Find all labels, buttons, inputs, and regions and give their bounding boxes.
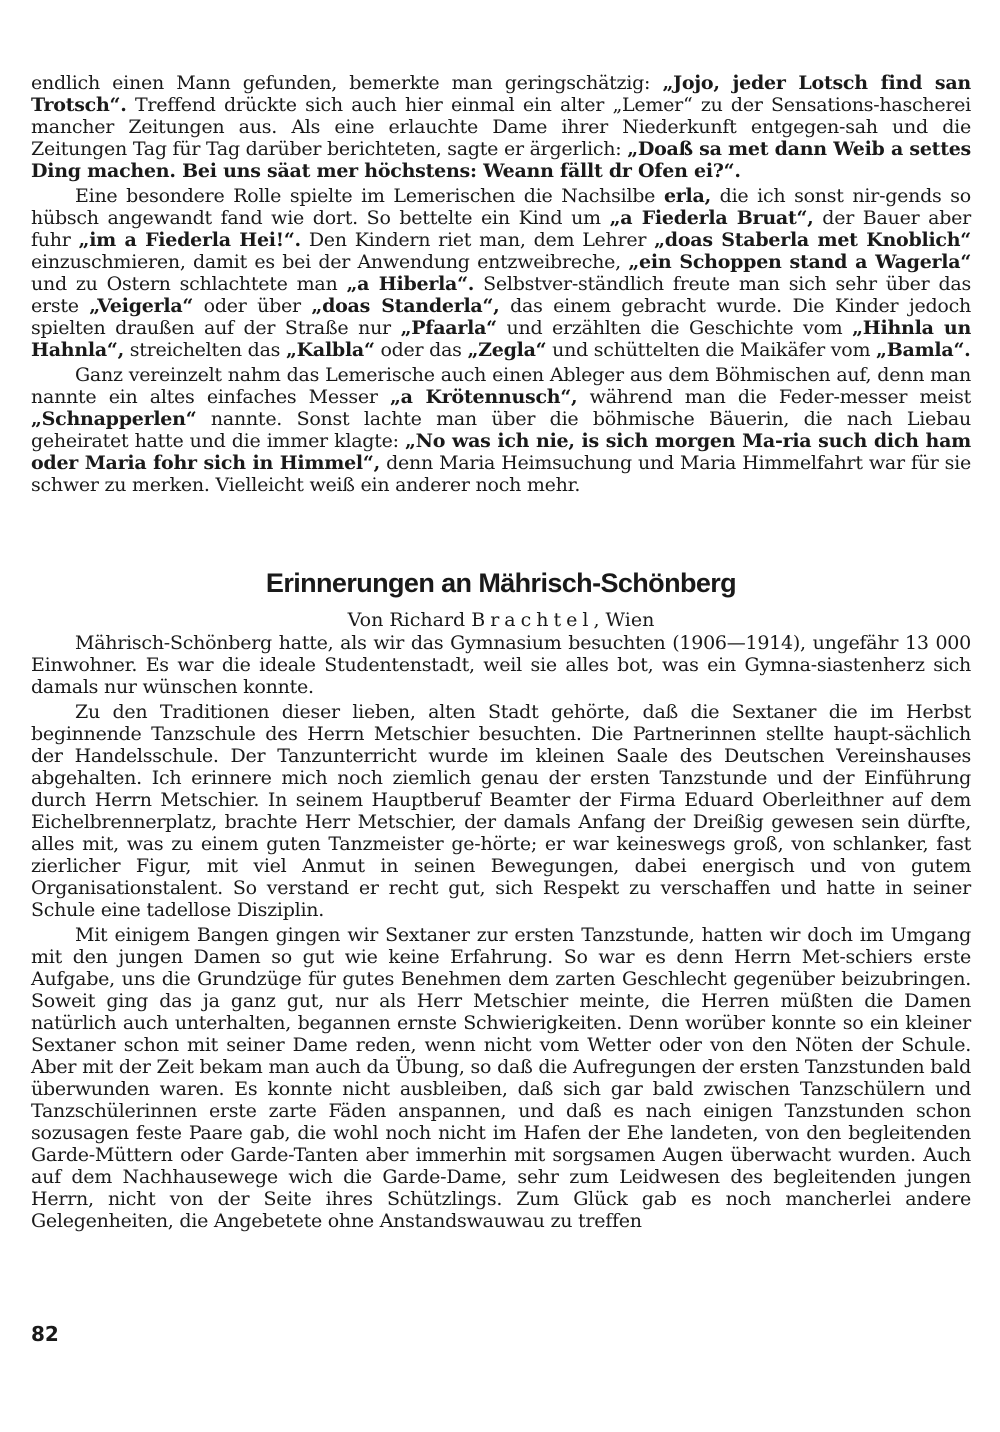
dialect-quote: „doas Standerla“, bbox=[311, 295, 500, 317]
dialect-quote: „Veigerla“ bbox=[89, 295, 194, 317]
text-run: der Bauer aber fuhr bbox=[31, 207, 971, 251]
page-number: 82 bbox=[31, 1322, 59, 1346]
article-title: Erinnerungen an Mährisch-Schönberg bbox=[265, 568, 737, 598]
dialect-quote: „No was ich nie, is sich morgen Ma-ria such dich ham oder Maria fohr sich in Himmel“, bbox=[31, 430, 972, 474]
article-paragraph: Mährisch-Schönberg hatte, als wir das Gymnasium besuchten (1906—1914), ungefähr 13 000 Einwohner. Es war die ideale Studentenstadt, weil sie alles bot, was ein Gymna-siastenherz sich damals nur wünschen konnte. bbox=[31, 632, 971, 698]
page-body bbox=[31, 72, 971, 1232]
dialect-quote: „a Fiederla Bruat“, bbox=[609, 207, 814, 229]
dialect-quote: „a Hiberla“. bbox=[346, 273, 475, 295]
article-paragraph: Zu den Traditionen dieser lieben, alten Stadt gehörte, daß die Sextaner die im Herbst beginnende Tanzschule des Herrn Metschier besuchten. Die Partnerinnen stellte haupt-sächlich der Handelsschule. Der Tanzunterricht wurde im kleinen Saale des Deutschen Vereinshauses abgehalten. Ich erinnere mich noch ziemlich genau der ersten Tanzstunde und der Einführung durch Herrn Metschier. In seinem Hauptberuf Beamter der Firma Eduard Oberleithner auf dem Eichelbrennerplatz, brachte Herr Metschier, der damals Anfang der Dreißig gewesen sein dürfte, alles mit, was zu einem guten Tanzmeister ge-hörte; er war keineswegs groß, von schlanker, fast zierlicher Figur, mit viel Anmut in seinen Bewegungen, dabei energisch und von gutem Organisationstalent. So verstand er recht gut, sich Respekt zu verschaffen und hatte in seiner Schule eine tadellose Disziplin. bbox=[31, 701, 971, 921]
dialect-quote: „Pfaarla“ bbox=[400, 317, 497, 339]
text-run: endlich einen Mann gefunden, bemerkte man geringschätzig: bbox=[31, 72, 663, 94]
text-run: und schüttelten die Maikäfer vom bbox=[546, 339, 877, 361]
continued-paragraph-2 bbox=[31, 185, 971, 361]
dialect-quote: „Bamla“. bbox=[876, 339, 971, 361]
text-run: oder über bbox=[193, 295, 312, 317]
article-paragraph: Mit einigem Bangen gingen wir Sextaner zur ersten Tanzstunde, hatten wir doch im Umgang mit den jungen Damen so gut wie keine Erfahrung. So war es denn Herrn Met-schiers erste Aufgabe, uns die Grundzüge für gutes Benehmen dem zarten Geschlecht gegenüber beizubringen. Soweit ging das ja ganz gut, nur als Herr Metschier meinte, die Herren müßten die Damen natürlich auch unterhalten, begannen ernste Schwierigkeiten. Denn worüber konnte so ein kleiner Sextaner schon mit seiner Dame reden, wenn nicht vom Wetter oder von den Nöten der Schule. Aber mit der Zeit bekam man auch da Übung, so daß die Aufregungen der ersten Tanzstunden bald überwunden waren. Es konnte nicht ausbleiben, daß sich gar bald zwischen Tanzschülern und Tanzschülerinnen erste zarte Fäden anspannen, und daß es nach einigen Tanzstunden schon sozusagen feste Paare gab, die wohl noch nicht im Hafen der Ehe landeten, von den begleitenden Garde-Müttern oder Garde-Tanten aber immerhin mit sorgsamen Augen überwacht wurden. Auch auf dem Nachhausewege wich die Garde-Dame, sehr zum Leidwesen des begleitenden jungen Herrn, nicht von der Seite ihres Schützlings. Zum Glück gab es noch mancherlei andere Gelegenheiten, die Angebetete ohne Anstandswauwau zu treffen bbox=[31, 924, 971, 1232]
dialect-quote: „Jojo, jeder Lotsch find san Trotsch“. bbox=[31, 72, 971, 116]
text-run: die ich sonst nir-gends so hübsch angewandt fand wie dort. So bettelte ein Kind um bbox=[31, 185, 971, 229]
text-run: nannte. Sonst lachte man über die böhmische Bäuerin, die nach Liebau geheiratet hatte und die immer klagte: bbox=[31, 408, 971, 452]
dialect-quote: „Schnapperlen“ bbox=[31, 408, 197, 430]
text-run: denn Maria Heimsuchung und Maria Himmelfahrt war für sie schwer zu merken. Vielleicht weiß ein anderer noch mehr. bbox=[31, 452, 971, 496]
text-run: Treffend drückte sich auch hier einmal ein alter „Lemer“ zu der Sensations-hascherei mancher Zeitungen aus. Als eine erlauchte Dame ihrer Niederkunft entgegen-sah und die Zeitungen Tag für Tag darüber berichteten, sagte er ärgerlich: bbox=[31, 94, 971, 160]
text-run: und erzählten die Geschichte vom bbox=[496, 317, 853, 339]
text-run: oder das bbox=[374, 339, 468, 361]
dialect-quote: „Hihnla un Hahnla“, bbox=[31, 317, 972, 361]
dialect-quote: „ein Schoppen stand a Wagerla“ bbox=[628, 251, 971, 273]
dialect-quote: „im a Fiederla Hei!“. bbox=[78, 229, 301, 251]
text-run: und zu Ostern schlachtete man bbox=[31, 273, 347, 295]
author-surname: Brachtel bbox=[471, 609, 594, 631]
text-run: streichelten das bbox=[123, 339, 286, 361]
article-byline bbox=[31, 608, 971, 632]
text-run: Selbstver-ständlich freute man sich sehr über das erste bbox=[31, 273, 971, 317]
article-header bbox=[31, 566, 971, 632]
dialect-quote: „a Krötennusch“, bbox=[389, 386, 578, 408]
dialect-quote: „Doaß sa met dann Weib a settes Ding machen. Bei uns säat mer höchstens: Weann fällt dr Ofen ei?“. bbox=[31, 138, 971, 182]
byline-location: , Wien bbox=[593, 609, 655, 631]
text-run: Eine besondere Rolle spielte im Lemerischen die Nachsilbe bbox=[75, 185, 664, 207]
dialect-quote: „doas Staberla met Knoblich“ bbox=[654, 229, 971, 251]
dialect-quote: „Kalbla“ bbox=[285, 339, 375, 361]
continued-paragraph-1 bbox=[31, 72, 971, 182]
text-run: das einem gebracht wurde. Die Kinder jedoch spielten draußen auf der Straße nur bbox=[31, 295, 972, 339]
text-run: Den Kindern riet man, dem Lehrer bbox=[300, 229, 655, 251]
text-run: während man die Feder-messer meist bbox=[577, 386, 971, 408]
dialect-quote: „Zegla“ bbox=[467, 339, 547, 361]
dialect-quote: erla, bbox=[663, 185, 711, 207]
continued-paragraph-3 bbox=[31, 364, 971, 496]
byline-prefix: Von Richard bbox=[347, 609, 472, 631]
text-run: Ganz vereinzelt nahm das Lemerische auch einen Ableger aus dem Böhmischen auf, denn man nannte ein altes einfaches Messer bbox=[31, 364, 971, 408]
text-run: einzuschmieren, damit es bei der Anwendung entzweibreche, bbox=[31, 251, 629, 273]
